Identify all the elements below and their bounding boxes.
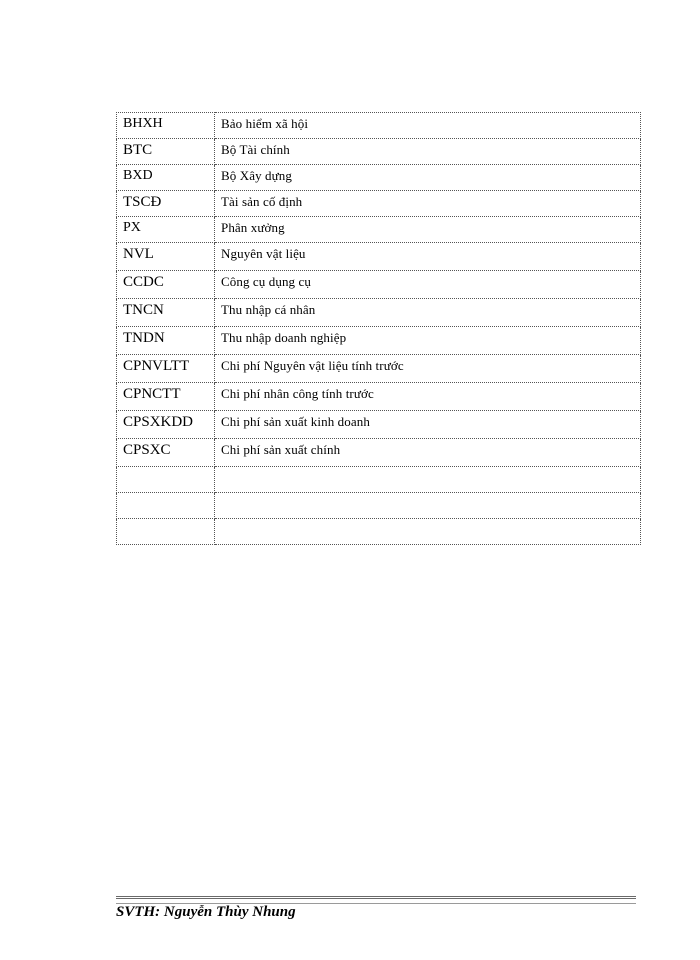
meaning-cell: Chi phí sản xuất kinh doanh	[215, 411, 641, 439]
abbreviation-cell: CPSXKDD	[117, 411, 215, 439]
abbreviation-cell: BHXH	[117, 113, 215, 139]
empty-table-row	[117, 519, 641, 545]
meaning-cell: Chi phí nhân công tính trước	[215, 383, 641, 411]
abbreviation-table	[116, 112, 641, 545]
meaning-cell: Phân xưởng	[215, 217, 641, 243]
table-row	[117, 327, 641, 355]
table-row	[117, 383, 641, 411]
table-row	[117, 271, 641, 299]
table-row	[117, 355, 641, 383]
empty-table-row	[117, 493, 641, 519]
meaning-cell: Nguyên vật liệu	[215, 243, 641, 271]
meaning-cell: Tài sản cố định	[215, 191, 641, 217]
table-row	[117, 191, 641, 217]
table-row	[117, 113, 641, 139]
abbreviation-cell: TNCN	[117, 299, 215, 327]
abbreviation-cell: CPNVLTT	[117, 355, 215, 383]
table-row	[117, 217, 641, 243]
meaning-cell: Chi phí sản xuất chính	[215, 439, 641, 467]
table-row	[117, 411, 641, 439]
abbreviation-cell: NVL	[117, 243, 215, 271]
footer-author: SVTH: Nguyễn Thùy Nhung	[116, 904, 296, 920]
empty-cell	[117, 467, 215, 493]
table-row	[117, 139, 641, 165]
abbreviation-cell: TNDN	[117, 327, 215, 355]
meaning-cell: Thu nhập doanh nghiệp	[215, 327, 641, 355]
abbreviation-cell: BXD	[117, 165, 215, 191]
abbreviation-cell: CPNCTT	[117, 383, 215, 411]
meaning-cell: Bộ Xây dựng	[215, 165, 641, 191]
abbreviation-cell: CPSXC	[117, 439, 215, 467]
meaning-cell: Công cụ dụng cụ	[215, 271, 641, 299]
meaning-cell: Bộ Tài chính	[215, 139, 641, 165]
abbreviation-cell: TSCĐ	[117, 191, 215, 217]
table-row	[117, 439, 641, 467]
empty-cell	[117, 519, 215, 545]
empty-table-row	[117, 467, 641, 493]
meaning-cell: Chi phí Nguyên vật liệu tính trước	[215, 355, 641, 383]
empty-cell	[215, 519, 641, 545]
empty-cell	[117, 493, 215, 519]
table-row	[117, 165, 641, 191]
abbreviation-cell: PX	[117, 217, 215, 243]
meaning-cell: Thu nhập cá nhân	[215, 299, 641, 327]
meaning-cell: Bảo hiểm xã hội	[215, 113, 641, 139]
abbreviation-cell: CCDC	[117, 271, 215, 299]
table-row	[117, 243, 641, 271]
empty-cell	[215, 493, 641, 519]
abbreviation-cell: BTC	[117, 139, 215, 165]
table-row	[117, 299, 641, 327]
empty-cell	[215, 467, 641, 493]
